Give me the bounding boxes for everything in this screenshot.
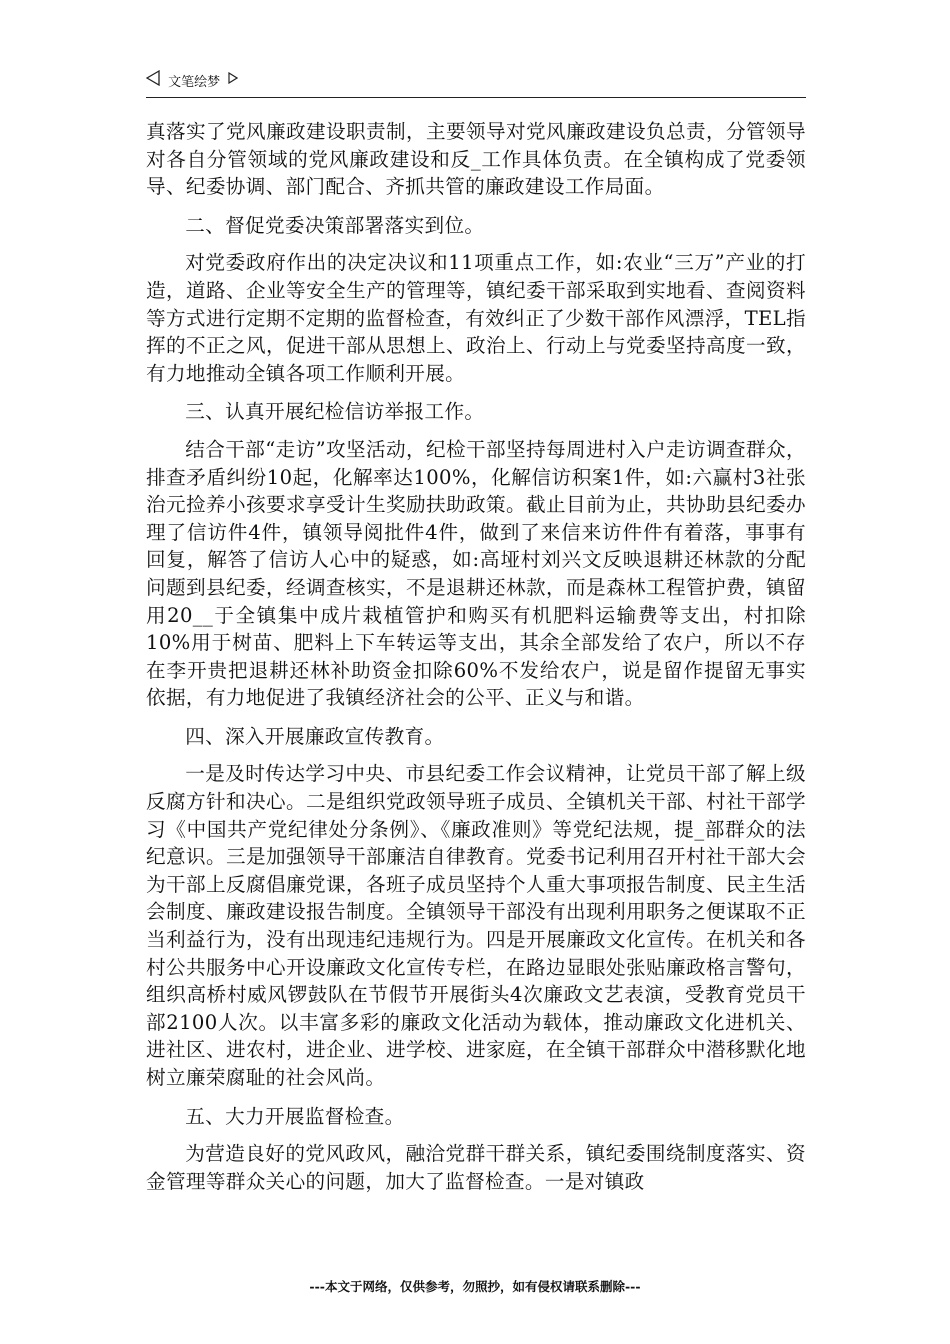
page-header <box>146 70 806 98</box>
section-heading: 五、大力开展监督检查。 <box>185 1104 405 1128</box>
paragraph: 真落实了党风廉政建设职责制，主要领导对党风廉政建设负总责，分管领导对各自分管领域的党风廉政建设和反_工作具体负责。在全镇构成了党委领导、纪委协调、部门配合、齐抓共管的廉政建设工作局面。 <box>146 120 806 199</box>
paragraph: 为营造良好的党风政风，融洽党群干群关系，镇纪委围绕制度落实、资金管理等群众关心的问题，加大了监督检查。一是对镇政 <box>146 1142 806 1193</box>
header-rule <box>146 97 806 98</box>
triangle-right-icon <box>228 72 238 88</box>
paragraph: 结合干部“走访”攻坚活动，纪检干部坚持每周进村入户走访调查群众，排查矛盾纠纷10起，化解率达100%，化解信访积案1件，如:六赢村3社张治元捡养小孩要求享受计生奖励扶助政策。截止目前为止，共协助县纪委办理了信访件4件，镇领导阅批件4件，做到了来信来访件件有着落，事事有回复，解答了信访人心中的疑惑，如:高垭村刘兴文反映退耕还林款的分配问题到县纪委，经调查核实，不是退耕还林款，而是森林工程管护费，镇留用20__于全镇集中成片栽植管护和购买有机肥料运输费等支出，村扣除10%用于树苗、肥料上下车转运等支出，其余全部发给了农户，所以不存在李开贵把退耕还林补助资金扣除60%不发给农户，说是留作提留无事实依据，有力地促进了我镇经济社会的公平、正义与和谐。 <box>146 437 806 710</box>
paragraph: 对党委政府作出的决定决议和11项重点工作，如:农业“三万”产业的打造，道路、企业等安全生产的管理等，镇纪委干部采取到实地看、查阅资料等方式进行定期不定期的监督检查，有效纠正了少数干部作风漂浮，TEL指挥的不正之风，促进干部从思想上、政治上、行动上与党委坚持高度一致，有力地推动全镇各项工作顺利开展。 <box>146 251 806 385</box>
triangle-left-icon <box>146 70 160 90</box>
footer-notice: ---本文于网络，仅供参考，勿照抄，如有侵权请联系删除--- <box>309 1279 641 1294</box>
section-heading: 四、深入开展廉政宣传教育。 <box>185 724 445 748</box>
section-heading: 三、认真开展纪检信访举报工作。 <box>185 400 485 424</box>
paragraph: 一是及时传达学习中央、市县纪委工作会议精神，让党员干部了解上级反腐方针和决心。二是组织党政领导班子成员、全镇机关干部、村社干部学习《中国共产党纪律处分条例》、《廉政准则》等党纪法规，提_部群众的法纪意识。三是加强领导干部廉洁自律教育。党委书记利用召开村社干部大会为干部上反腐倡廉党课，各班子成员坚持个人重大事项报告制度、民主生活会制度、廉政建设报告制度。全镇领导干部没有出现利用职务之便谋取不正当利益行为，没有出现违纪违规行为。四是开展廉政文化宣传。在机关和各村公共服务中心开设廉政文化宣传专栏，在路边显眼处张贴廉政格言警句，组织高桥村威风锣鼓队在节假节开展街头4次廉政文艺表演，受教育党员干部2100人次。以丰富多彩的廉政文化活动为载体，推动廉政文化进机关、进社区、进农村，进企业、进学校、进家庭，在全镇干部群众中潜移默化地树立廉荣腐耻的社会风尚。 <box>146 762 806 1089</box>
section-heading: 二、督促党委决策部署落实到位。 <box>185 213 485 237</box>
header-brand: 文笔绘梦 <box>168 74 221 90</box>
document-body <box>146 118 806 1206</box>
